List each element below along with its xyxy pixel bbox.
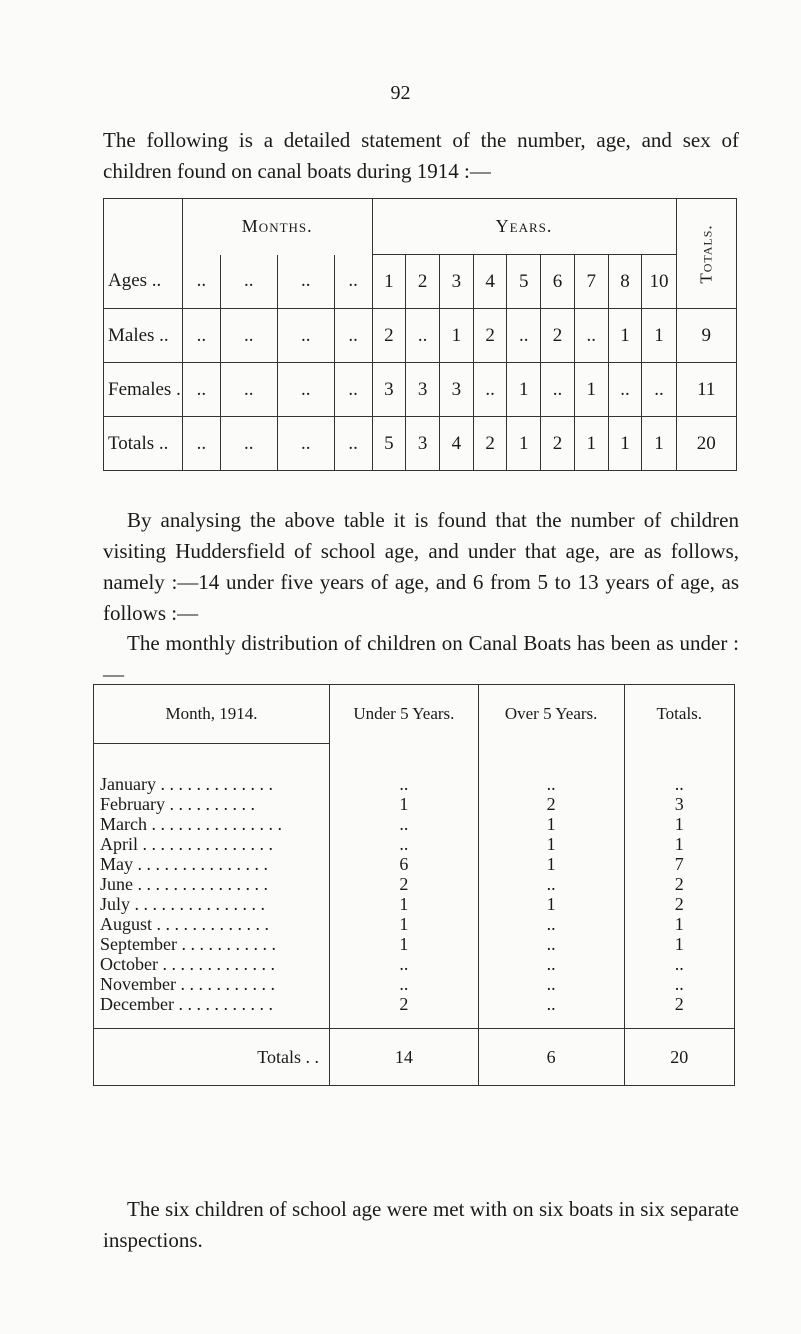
cell: ..: [406, 309, 440, 363]
spacer: [330, 744, 479, 775]
under5-cell: ..: [330, 774, 479, 794]
under5-cell: 1: [330, 934, 479, 954]
row-label: Females .: [104, 363, 183, 417]
total-cell: 1: [624, 814, 734, 834]
table-row: [104, 363, 737, 417]
row-total: 9: [676, 309, 736, 363]
cell: 1: [608, 309, 642, 363]
totals-label: Totals . .: [94, 1029, 330, 1086]
cell: ..: [277, 417, 334, 471]
years-header: Years.: [372, 199, 676, 255]
cell: ..: [541, 363, 575, 417]
cell: ..: [182, 255, 220, 309]
totals-header: [676, 199, 736, 309]
table-row: [94, 994, 735, 1014]
totals-column-header: Totals.: [624, 685, 734, 744]
table-row: [94, 854, 735, 874]
cell: 5: [372, 417, 406, 471]
under5-cell: 1: [330, 794, 479, 814]
table-row: [94, 794, 735, 814]
cell: ..: [220, 363, 277, 417]
cell: 2: [473, 309, 507, 363]
cell: ..: [182, 309, 220, 363]
under5-cell: ..: [330, 814, 479, 834]
month-cell: December . . . . . . . . . . .: [94, 994, 330, 1014]
month-cell: March . . . . . . . . . . . . . . .: [94, 814, 330, 834]
month-cell: October . . . . . . . . . . . . .: [94, 954, 330, 974]
under5-cell: ..: [330, 974, 479, 994]
table-row: [94, 814, 735, 834]
cell: 1: [642, 417, 676, 471]
over5-cell: ..: [478, 774, 624, 794]
cell: 2: [473, 417, 507, 471]
total-cell: 3: [624, 794, 734, 814]
analysis-text: By analysing the above table it is found that the number of children visiting Huddersfield of school age, and under that age, are as follows, namely :—14 under five years of age, and 6 from 5 to 13 years of age, as follows :—: [103, 508, 739, 625]
month-cell: September . . . . . . . . . . .: [94, 934, 330, 954]
cell: ..: [473, 363, 507, 417]
total-cell: 1: [624, 934, 734, 954]
totals-header-label: Totals.: [696, 224, 716, 284]
row-label: Ages ..: [104, 255, 183, 309]
under5-cell: 1: [330, 894, 479, 914]
cell: 5: [507, 255, 541, 309]
month-cell: January . . . . . . . . . . . . .: [94, 774, 330, 794]
table-row: [104, 417, 737, 471]
cell: 2: [372, 309, 406, 363]
over5-cell: ..: [478, 954, 624, 974]
cell: 2: [406, 255, 440, 309]
cell: ..: [334, 363, 372, 417]
under5-cell: ..: [330, 834, 479, 854]
grand-total: 20: [624, 1029, 734, 1086]
cell: ..: [574, 309, 608, 363]
month-cell: July . . . . . . . . . . . . . . .: [94, 894, 330, 914]
cell: 1: [439, 309, 473, 363]
row-label: Totals ..: [104, 417, 183, 471]
cell: 7: [574, 255, 608, 309]
totals-row: [94, 1029, 735, 1086]
row-total: 20: [676, 417, 736, 471]
cell: ..: [220, 309, 277, 363]
over5-cell: ..: [478, 994, 624, 1014]
cell: ..: [334, 309, 372, 363]
cell: 1: [574, 363, 608, 417]
cell: 3: [372, 363, 406, 417]
cell: 1: [608, 417, 642, 471]
month-cell: August . . . . . . . . . . . . .: [94, 914, 330, 934]
age-sex-table: [103, 198, 737, 471]
over5-cell: ..: [478, 974, 624, 994]
month-cell: June . . . . . . . . . . . . . . .: [94, 874, 330, 894]
under5-cell: ..: [330, 954, 479, 974]
cell: ..: [277, 255, 334, 309]
under5-cell: 6: [330, 854, 479, 874]
cell: 4: [439, 417, 473, 471]
month-cell: February . . . . . . . . . .: [94, 794, 330, 814]
spacer: [330, 1014, 479, 1029]
cell: 3: [439, 363, 473, 417]
cell: 1: [372, 255, 406, 309]
cell: 6: [541, 255, 575, 309]
total-cell: 2: [624, 894, 734, 914]
row-label: Males ..: [104, 309, 183, 363]
over5-cell: 1: [478, 894, 624, 914]
month-cell: April . . . . . . . . . . . . . . .: [94, 834, 330, 854]
over5-cell: ..: [478, 934, 624, 954]
cell: ..: [334, 417, 372, 471]
monthly-intro-paragraph: [103, 628, 739, 690]
under5-cell: 2: [330, 874, 479, 894]
cell: 3: [406, 363, 440, 417]
cell: ..: [182, 363, 220, 417]
table-row: [94, 934, 735, 954]
over5-cell: 2: [478, 794, 624, 814]
under5-column-header: Under 5 Years.: [330, 685, 479, 744]
cell: ..: [507, 309, 541, 363]
cell: 10: [642, 255, 676, 309]
table-row: [94, 914, 735, 934]
spacer: [478, 744, 624, 775]
total-cell: 2: [624, 874, 734, 894]
total-cell: 2: [624, 994, 734, 1014]
spacer: [624, 744, 734, 775]
under5-cell: 1: [330, 914, 479, 934]
cell: ..: [220, 255, 277, 309]
cell: 1: [642, 309, 676, 363]
spacer: [94, 744, 330, 775]
over5-cell: 1: [478, 814, 624, 834]
table-row: [94, 974, 735, 994]
cell: 8: [608, 255, 642, 309]
intro-paragraph: The following is a detailed statement of the number, age, and sex of children found on canal boats during 1914 :—: [103, 128, 739, 183]
table-row: [104, 255, 737, 309]
spacer: [624, 1014, 734, 1029]
total-cell: 7: [624, 854, 734, 874]
monthly-table-header: [94, 685, 735, 744]
total-cell: 1: [624, 834, 734, 854]
total-cell: 1: [624, 914, 734, 934]
cell: 4: [473, 255, 507, 309]
spacer: [94, 1014, 330, 1029]
monthly-table: [93, 684, 735, 1086]
blank-header-cell: [104, 199, 183, 255]
table-row: [94, 834, 735, 854]
analysis-paragraph: [103, 505, 739, 629]
over5-cell: ..: [478, 874, 624, 894]
cell: ..: [642, 363, 676, 417]
table-row: [94, 954, 735, 974]
page-number: 92: [390, 82, 411, 104]
cell: 3: [439, 255, 473, 309]
cell: 3: [406, 417, 440, 471]
table-row: [104, 309, 737, 363]
over5-cell: 1: [478, 854, 624, 874]
cell: ..: [277, 309, 334, 363]
under5-total: 14: [330, 1029, 479, 1086]
month-cell: November . . . . . . . . . . .: [94, 974, 330, 994]
cell: ..: [277, 363, 334, 417]
cell: 1: [507, 417, 541, 471]
over5-cell: ..: [478, 914, 624, 934]
over5-total: 6: [478, 1029, 624, 1086]
total-cell: ..: [624, 954, 734, 974]
table-row: [94, 774, 735, 794]
months-header: Months.: [182, 199, 372, 255]
over5-column-header: Over 5 Years.: [478, 685, 624, 744]
month-column-header: Month, 1914.: [94, 685, 330, 744]
cell: 2: [541, 417, 575, 471]
spacer: [478, 1014, 624, 1029]
cell: ..: [220, 417, 277, 471]
age-sex-table-header: [104, 199, 737, 255]
cell: 1: [507, 363, 541, 417]
month-cell: May . . . . . . . . . . . . . . .: [94, 854, 330, 874]
cell: 1: [574, 417, 608, 471]
cell: ..: [334, 255, 372, 309]
row-total: 11: [676, 363, 736, 417]
monthly-intro-text: The monthly distribution of children on Canal Boats has been as under :—: [103, 631, 739, 686]
closing-text: The six children of school age were met with on six boats in six separate inspections.: [103, 1197, 739, 1252]
under5-cell: 2: [330, 994, 479, 1014]
closing-paragraph: [103, 1194, 739, 1256]
total-cell: ..: [624, 774, 734, 794]
cell: 2: [541, 309, 575, 363]
table-row: [94, 894, 735, 914]
total-cell: ..: [624, 974, 734, 994]
cell: ..: [182, 417, 220, 471]
table-row: [94, 874, 735, 894]
cell: ..: [608, 363, 642, 417]
over5-cell: 1: [478, 834, 624, 854]
